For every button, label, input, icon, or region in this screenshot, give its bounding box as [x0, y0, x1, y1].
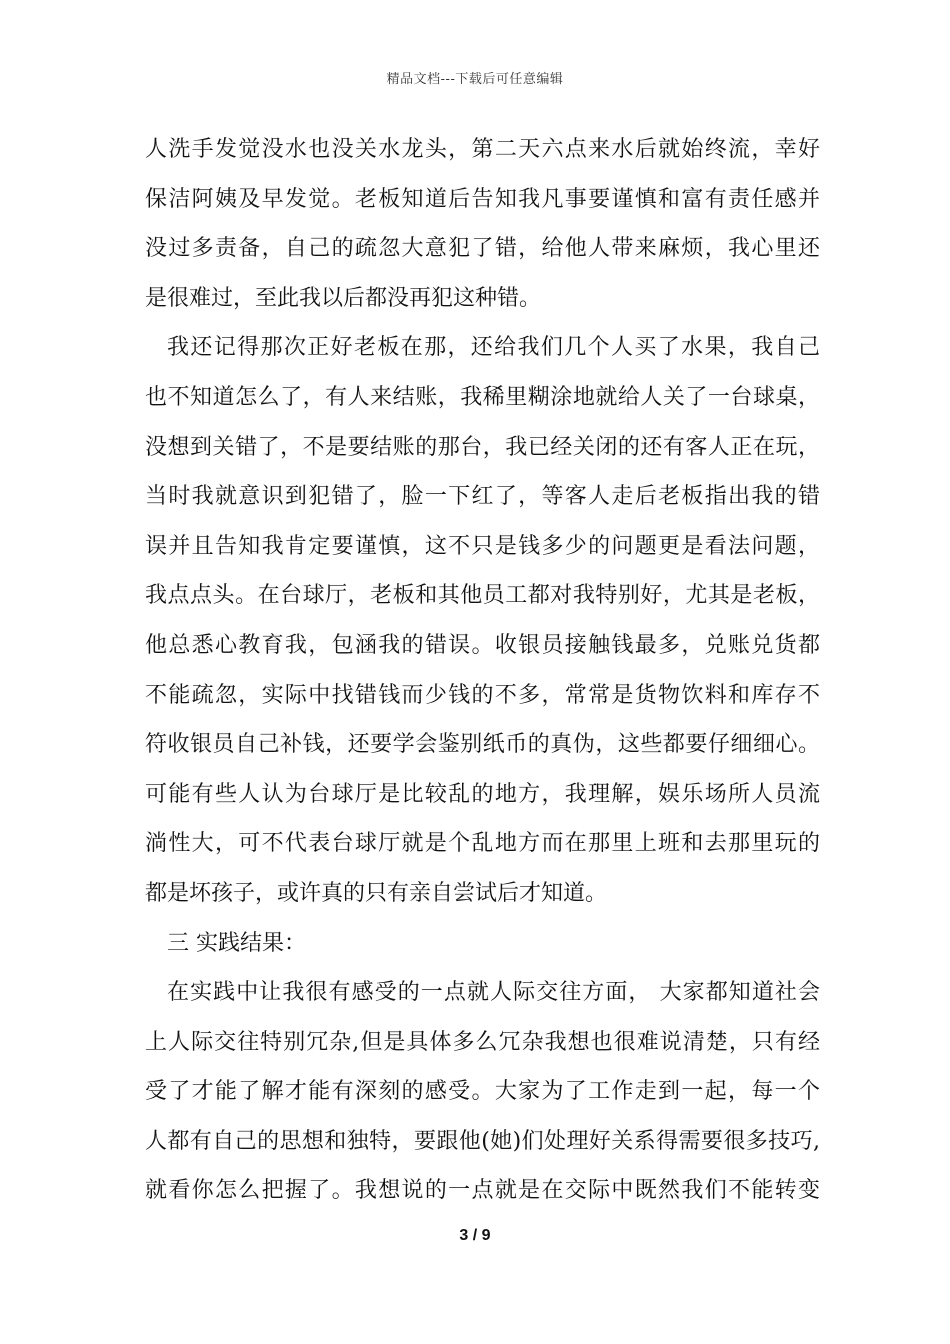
document-body — [145, 125, 820, 1216]
body-line: 就看你怎么把握了。我想说的一点就是在交际中既然我们不能转变 — [145, 1178, 820, 1204]
body-line: 我点点头。在台球厅，老板和其他员工都对我特别好，尤其是老板， — [145, 583, 820, 609]
page-header: 精品文档---下载后可任意编辑 — [386, 72, 564, 87]
body-line: 淌性大，可不代表台球厅就是个乱地方而在那里上班和去那里玩的 — [145, 831, 820, 857]
body-line: 上人际交往特别冗杂,但是具体多么冗杂我想也很难说清楚，只有经 — [145, 1029, 820, 1055]
section-heading: 三 实践结果： — [167, 930, 306, 956]
body-line: 也不知道怎么了，有人来结账，我稀里糊涂地就给人关了一台球桌， — [145, 384, 820, 410]
body-line: 符收银员自己补钱，还要学会鉴别纸币的真伪，这些都要仔细细心。 — [145, 732, 820, 758]
body-line: 保洁阿姨及早发觉。老板知道后告知我凡事要谨慎和富有责任感并 — [145, 186, 820, 212]
body-line: 当时我就意识到犯错了，脸一下红了，等客人走后老板指出我的错 — [145, 484, 820, 510]
body-line: 是很难过，至此我以后都没再犯这种错。 — [145, 285, 542, 311]
body-line: 没想到关错了，不是要结账的那台，我已经关闭的还有客人正在玩， — [145, 434, 820, 460]
body-line: 人洗手发觉没水也没关水龙头，第二天六点来水后就始终流，幸好 — [145, 137, 820, 162]
body-line: 没过多责备，自己的疏忽大意犯了错，给他人带来麻烦，我心里还 — [145, 236, 820, 262]
body-line: 人都有自己的思想和独特，要跟他(她)们处理好关系得需要很多技巧, — [145, 1128, 820, 1154]
body-line: 不能疏忽，实际中找错钱而少钱的不多，常常是货物饮料和库存不 — [145, 682, 820, 708]
body-line: 误并且告知我肯定要谨慎，这不只是钱多少的问题更是看法问题， — [145, 533, 820, 559]
body-line: 在实践中让我很有感受的一点就人际交往方面， 大家都知道社会 — [167, 980, 820, 1006]
body-line: 都是坏孩子，或许真的只有亲自尝试后才知道。 — [145, 880, 608, 906]
body-line: 受了才能了解才能有深刻的感受。大家为了工作走到一起，每一个 — [145, 1079, 820, 1105]
body-line: 可能有些人认为台球厅是比较乱的地方，我理解，娱乐场所人员流 — [145, 781, 820, 807]
body-line: 他总悉心教育我，包涵我的错误。收银员接触钱最多，兑账兑货都 — [145, 632, 820, 658]
page-number: 3 / 9 — [459, 1227, 491, 1244]
body-line: 我还记得那次正好老板在那，还给我们几个人买了水果，我自己 — [167, 335, 820, 361]
